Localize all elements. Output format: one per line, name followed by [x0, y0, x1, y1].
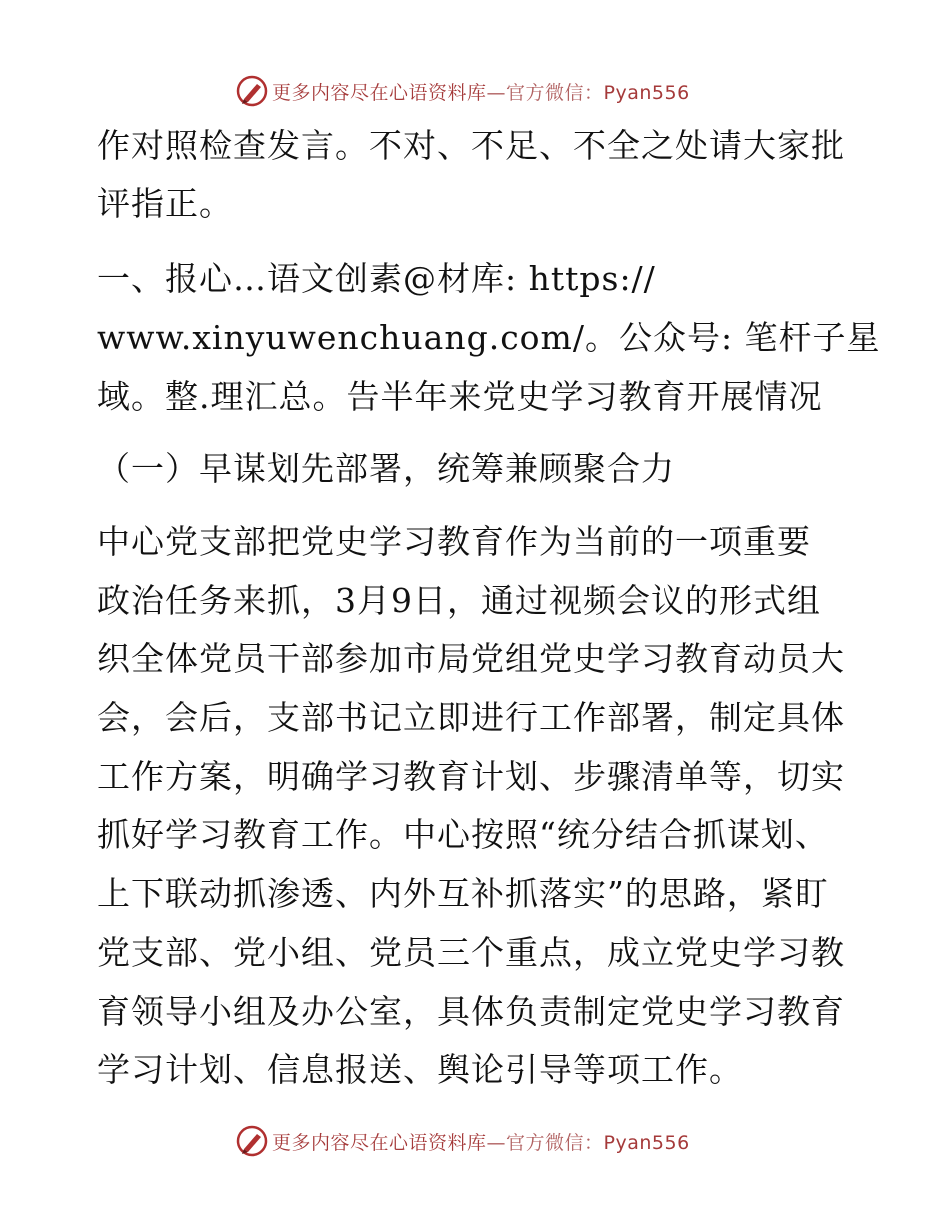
watermark-text: [272, 1128, 690, 1155]
text-line: 评指正。: [97, 184, 233, 223]
text-line: 抓好学习教育工作。中心按照“统分结合抓谋划、: [97, 815, 829, 854]
text-line: 上下联动抓渗透、内外互补抓落实”的思路，紧盯: [97, 874, 829, 913]
text-line: 中心党支部把党史学习教育作为当前的一项重要: [97, 522, 811, 561]
pen-logo-icon: [235, 1124, 269, 1158]
pen-logo-icon: [235, 74, 269, 108]
header-watermark: [0, 70, 950, 110]
watermark-main: 更多内容尽在心语资料库: [272, 1132, 487, 1154]
watermark-dash: —官方微信：: [486, 82, 604, 104]
watermark-text: [272, 78, 690, 105]
watermark-account: Pyan556: [603, 1132, 690, 1154]
text-line: 党支部、党小组、党员三个重点，成立党史学习教: [97, 933, 845, 972]
watermark-dash: —官方微信：: [486, 1132, 604, 1154]
watermark-main: 更多内容尽在心语资料库: [272, 82, 487, 104]
footer-watermark: [0, 1120, 950, 1160]
text-line: www.xinyuwenchuang.com/。公众号: 笔杆子星: [97, 318, 881, 357]
text-line: 政治任务来抓，3月9日，通过视频会议的形式组: [97, 581, 821, 620]
subheading-1: （一）早谋划先部署，统筹兼顾聚合力: [97, 449, 675, 488]
text-line: 会，会后，支部书记立即进行工作部署，制定具体: [97, 698, 845, 737]
watermark-account: Pyan556: [603, 82, 690, 104]
heading-1: 一、报心…语文创素@材库: https://: [97, 259, 656, 298]
text-line: 织全体党员干部参加市局党组党史学习教育动员大: [97, 639, 845, 678]
text-line: 学习计划、信息报送、舆论引导等项工作。: [97, 1050, 743, 1089]
text-line: 工作方案，明确学习教育计划、步骤清单等，切实: [97, 757, 845, 796]
text-line: 育领导小组及办公室，具体负责制定党史学习教育: [97, 992, 845, 1031]
text-line: 域。整.理汇总。告半年来党史学习教育开展情况: [97, 377, 823, 416]
text-line: 作对照检查发言。不对、不足、不全之处请大家批: [97, 126, 845, 165]
